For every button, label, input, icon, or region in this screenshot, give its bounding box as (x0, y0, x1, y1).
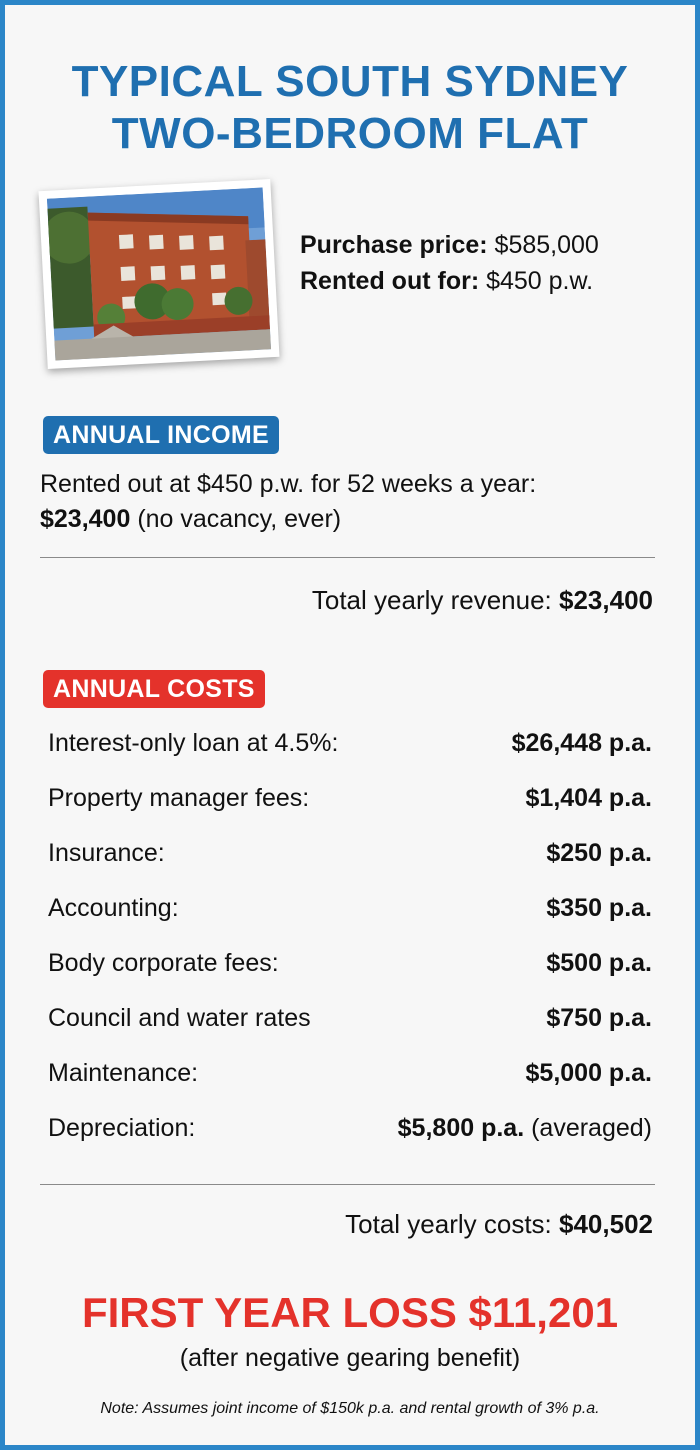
cost-label: Council and water rates (48, 1004, 311, 1032)
cost-row (48, 1108, 652, 1148)
cost-value (526, 1053, 652, 1093)
annual-costs-heading: ANNUAL COSTS (43, 670, 265, 708)
cost-amount: $500 p.a. (546, 949, 652, 977)
cost-note: (averaged) (531, 1114, 652, 1142)
costs-divider (40, 1184, 655, 1185)
apartment-building-image (47, 187, 271, 360)
purchase-price-label: Purchase price: (300, 231, 488, 259)
cost-row (48, 833, 652, 873)
cost-row (48, 998, 652, 1038)
cost-label: Depreciation: (48, 1114, 196, 1142)
rent-label: Rented out for: (300, 267, 480, 295)
apartment-photo (39, 179, 280, 369)
cost-label: Interest-only loan at 4.5%: (48, 729, 339, 757)
cost-value (546, 998, 652, 1038)
cost-row (48, 723, 652, 763)
title-line-2: TWO-BEDROOM FLAT (111, 109, 589, 158)
cost-label: Maintenance: (48, 1059, 199, 1087)
rent-value: $450 p.w. (486, 267, 594, 295)
cost-row (48, 888, 652, 928)
rent-line (300, 263, 599, 299)
income-line-1: Rented out at $450 p.w. for 52 weeks a year: (40, 470, 537, 498)
cost-label: Property manager fees: (48, 784, 310, 812)
cost-row (48, 1053, 652, 1093)
cost-amount: $350 p.a. (546, 894, 652, 922)
total-revenue-label: Total yearly revenue: (311, 585, 552, 615)
cost-label: Body corporate fees: (48, 949, 279, 977)
income-description (40, 467, 536, 537)
income-amount: $23,400 (40, 505, 131, 533)
purchase-price-line (300, 227, 599, 263)
total-costs-label: Total yearly costs: (345, 1209, 552, 1239)
cost-value (398, 1108, 652, 1148)
cost-amount: $26,448 p.a. (511, 729, 652, 757)
cost-row (48, 943, 652, 983)
income-amount-note: (no vacancy, ever) (137, 505, 342, 533)
property-facts (300, 227, 599, 299)
cost-value (512, 723, 652, 763)
footnote: Note: Assumes joint income of $150k p.a. and rental growth of 3% p.a. (100, 1400, 600, 1417)
cost-amount: $250 p.a. (546, 839, 652, 867)
purchase-price-value: $585,000 (494, 231, 599, 259)
cost-label: Accounting: (48, 894, 179, 922)
cost-value (546, 943, 652, 983)
first-year-loss-headline: FIRST YEAR LOSS $11,201 (81, 1289, 619, 1336)
cost-amount: $750 p.a. (546, 1004, 652, 1032)
income-divider (40, 557, 655, 558)
title-line-1: TYPICAL SOUTH SYDNEY (71, 57, 629, 106)
income-line-2 (40, 502, 536, 537)
loss-subline: (after negative gearing benefit) (179, 1344, 521, 1372)
annual-income-heading: ANNUAL INCOME (43, 416, 279, 454)
total-costs-value: $40,502 (559, 1209, 653, 1239)
cost-value (546, 888, 652, 928)
cost-amount: $5,000 p.a. (525, 1059, 652, 1087)
cost-value (546, 833, 652, 873)
total-revenue-value: $23,400 (559, 585, 653, 615)
cost-value (526, 778, 652, 818)
total-revenue (312, 583, 653, 617)
cost-label: Insurance: (48, 839, 165, 867)
total-costs (345, 1207, 653, 1241)
cost-amount: $1,404 p.a. (525, 784, 652, 812)
cost-row (48, 778, 652, 818)
cost-amount: $5,800 p.a. (397, 1114, 525, 1142)
